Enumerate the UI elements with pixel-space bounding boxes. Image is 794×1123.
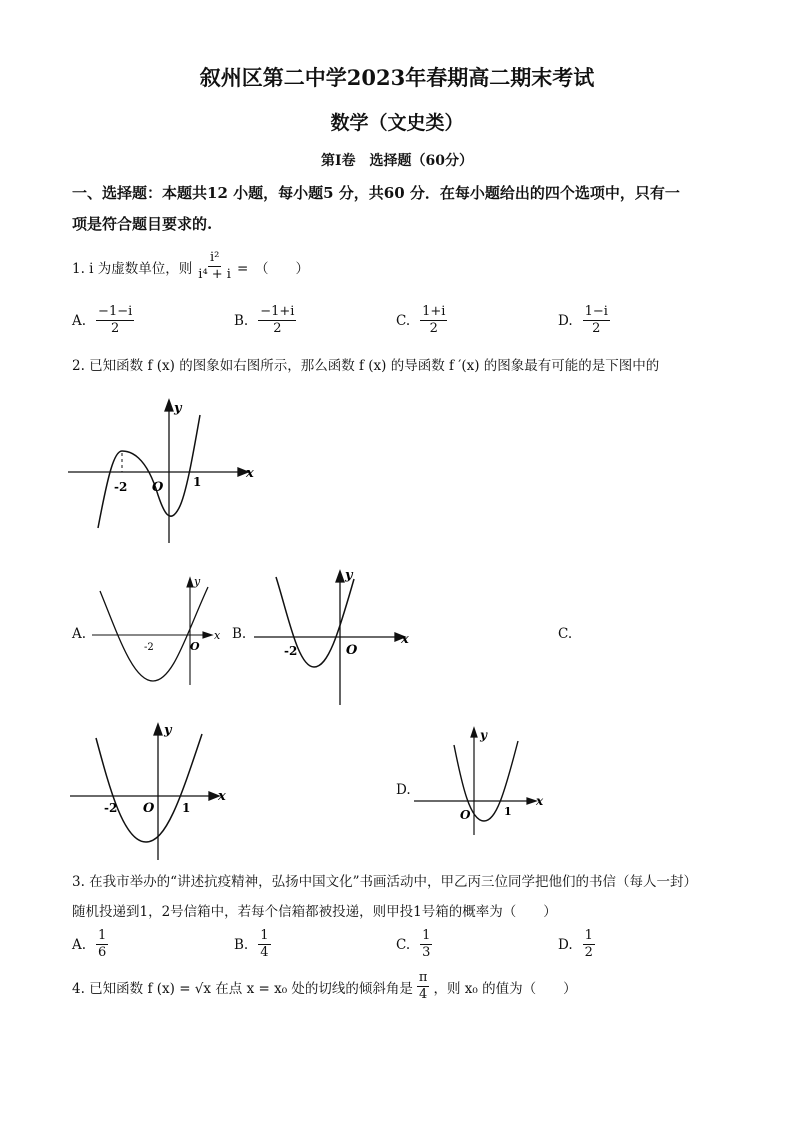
q1-suffix: = （ ）: [236, 260, 310, 277]
option-num: 1: [260, 928, 269, 943]
option-den: 2: [592, 321, 601, 336]
origin-label: O: [152, 480, 164, 495]
q3-option-b[interactable]: [234, 928, 271, 961]
option-num: −1+i: [260, 304, 295, 319]
tick-label: -2: [144, 642, 154, 653]
option-den: 2: [429, 321, 438, 336]
option-num: 1: [422, 928, 431, 943]
axis-x-label: x: [218, 789, 226, 804]
tick-label-pos: 1: [182, 801, 191, 815]
option-num: 1+i: [422, 304, 446, 319]
q4-fraction: [417, 970, 430, 1003]
axis-y-label: y: [164, 723, 172, 738]
option-label: A.: [72, 936, 87, 953]
q4-prefix: 4. 已知函数 f (x) = √x 在点 x = x₀ 处的切线的倾斜角是: [72, 980, 413, 997]
question-4: [72, 970, 577, 1003]
tick-label: -2: [284, 644, 298, 658]
axis-x-label: x: [536, 794, 544, 808]
q2-option-c-graph[interactable]: [66, 720, 236, 865]
option-num: 1: [98, 928, 107, 943]
axis-y-label: y: [194, 575, 201, 588]
origin-label: O: [460, 808, 471, 822]
tick-label: 1: [504, 805, 512, 818]
origin-label: O: [346, 643, 358, 658]
q2-option-d-graph[interactable]: [412, 725, 552, 837]
q4-suffix: ，则 x₀ 的值为（ ）: [433, 980, 577, 997]
axis-x-label: x: [214, 629, 221, 642]
origin-label: O: [190, 640, 200, 653]
q2-option-c-label[interactable]: C.: [558, 626, 573, 642]
q2-option-d-label[interactable]: D.: [396, 782, 411, 798]
axis-y-label: y: [480, 728, 487, 742]
q1-option-a[interactable]: [72, 304, 134, 337]
option-den: 2: [584, 945, 593, 960]
exam-title: 叙州区第二中学2023年春期高二期末考试: [199, 65, 595, 90]
q3-option-a[interactable]: [72, 928, 108, 961]
exam-subtitle: 数学（文史类）: [330, 112, 464, 134]
option-label: D.: [558, 936, 573, 953]
tick-label-neg: -2: [104, 801, 118, 815]
q1-option-c[interactable]: [396, 304, 447, 337]
q2-option-b-label[interactable]: B.: [232, 626, 247, 642]
tick-label-neg: -2: [114, 480, 128, 494]
axis-y-label: y: [174, 401, 182, 416]
option-label: C.: [396, 312, 411, 329]
axis-y-label: y: [345, 568, 353, 583]
question-1: [72, 250, 309, 283]
option-den: 6: [98, 945, 107, 960]
q3-option-c[interactable]: [396, 928, 432, 961]
section-instructions-line1: 一、选择题：本题共12 小题，每小题5 分，共60 分．在每小题给出的四个选项中，只有一: [72, 184, 680, 202]
q4-frac-den: 4: [419, 987, 428, 1002]
option-num: 1−i: [584, 304, 608, 319]
axis-x-label: x: [246, 466, 254, 481]
q2-option-a-label[interactable]: A.: [72, 626, 87, 642]
option-den: 2: [111, 321, 120, 336]
option-den: 3: [422, 945, 431, 960]
section-instructions-line2: 项是符合题目要求的.: [72, 215, 213, 233]
question-2: 2. 已知函数 f (x) 的图象如右图所示，那么函数 f (x) 的导函数 f ′(x) 的图象最有可能的是下图中的: [72, 358, 660, 374]
option-label: B.: [234, 936, 249, 953]
q3-option-d[interactable]: [558, 928, 595, 961]
question-3-line1: 3. 在我市举办的“讲述抗疫精神，弘扬中国文化”书画活动中，甲乙丙三位同学把他们的书信（每人一封）: [72, 874, 697, 890]
question-3-line2: 随机投递到1，2号信箱中，若每个信箱都被投递，则甲投1号箱的概率为（ ）: [72, 904, 557, 920]
q2-option-b-graph[interactable]: [252, 565, 417, 710]
q1-frac-den: i⁴ + i: [198, 267, 231, 282]
option-den: 2: [273, 321, 282, 336]
q4-frac-num: π: [418, 970, 428, 985]
option-label: B.: [234, 312, 249, 329]
option-num: −1−i: [98, 304, 133, 319]
q1-fraction: [196, 250, 233, 283]
tick-label-pos: 1: [193, 475, 202, 489]
q1-option-d[interactable]: [558, 304, 610, 337]
option-num: 1: [584, 928, 593, 943]
option-den: 4: [260, 945, 269, 960]
axis-x-label: x: [401, 632, 409, 647]
part-heading: 第I卷 选择题（60分）: [320, 153, 474, 169]
origin-label: O: [143, 801, 155, 816]
q2-main-graph: [66, 395, 266, 547]
q1-option-b[interactable]: [234, 304, 296, 337]
option-label: D.: [558, 312, 573, 329]
q1-frac-num: i²: [209, 250, 220, 265]
q1-prefix: 1. i 为虚数单位，则: [72, 260, 193, 277]
option-label: A.: [72, 312, 87, 329]
q2-option-a-graph[interactable]: [88, 575, 228, 687]
option-label: C.: [396, 936, 411, 953]
